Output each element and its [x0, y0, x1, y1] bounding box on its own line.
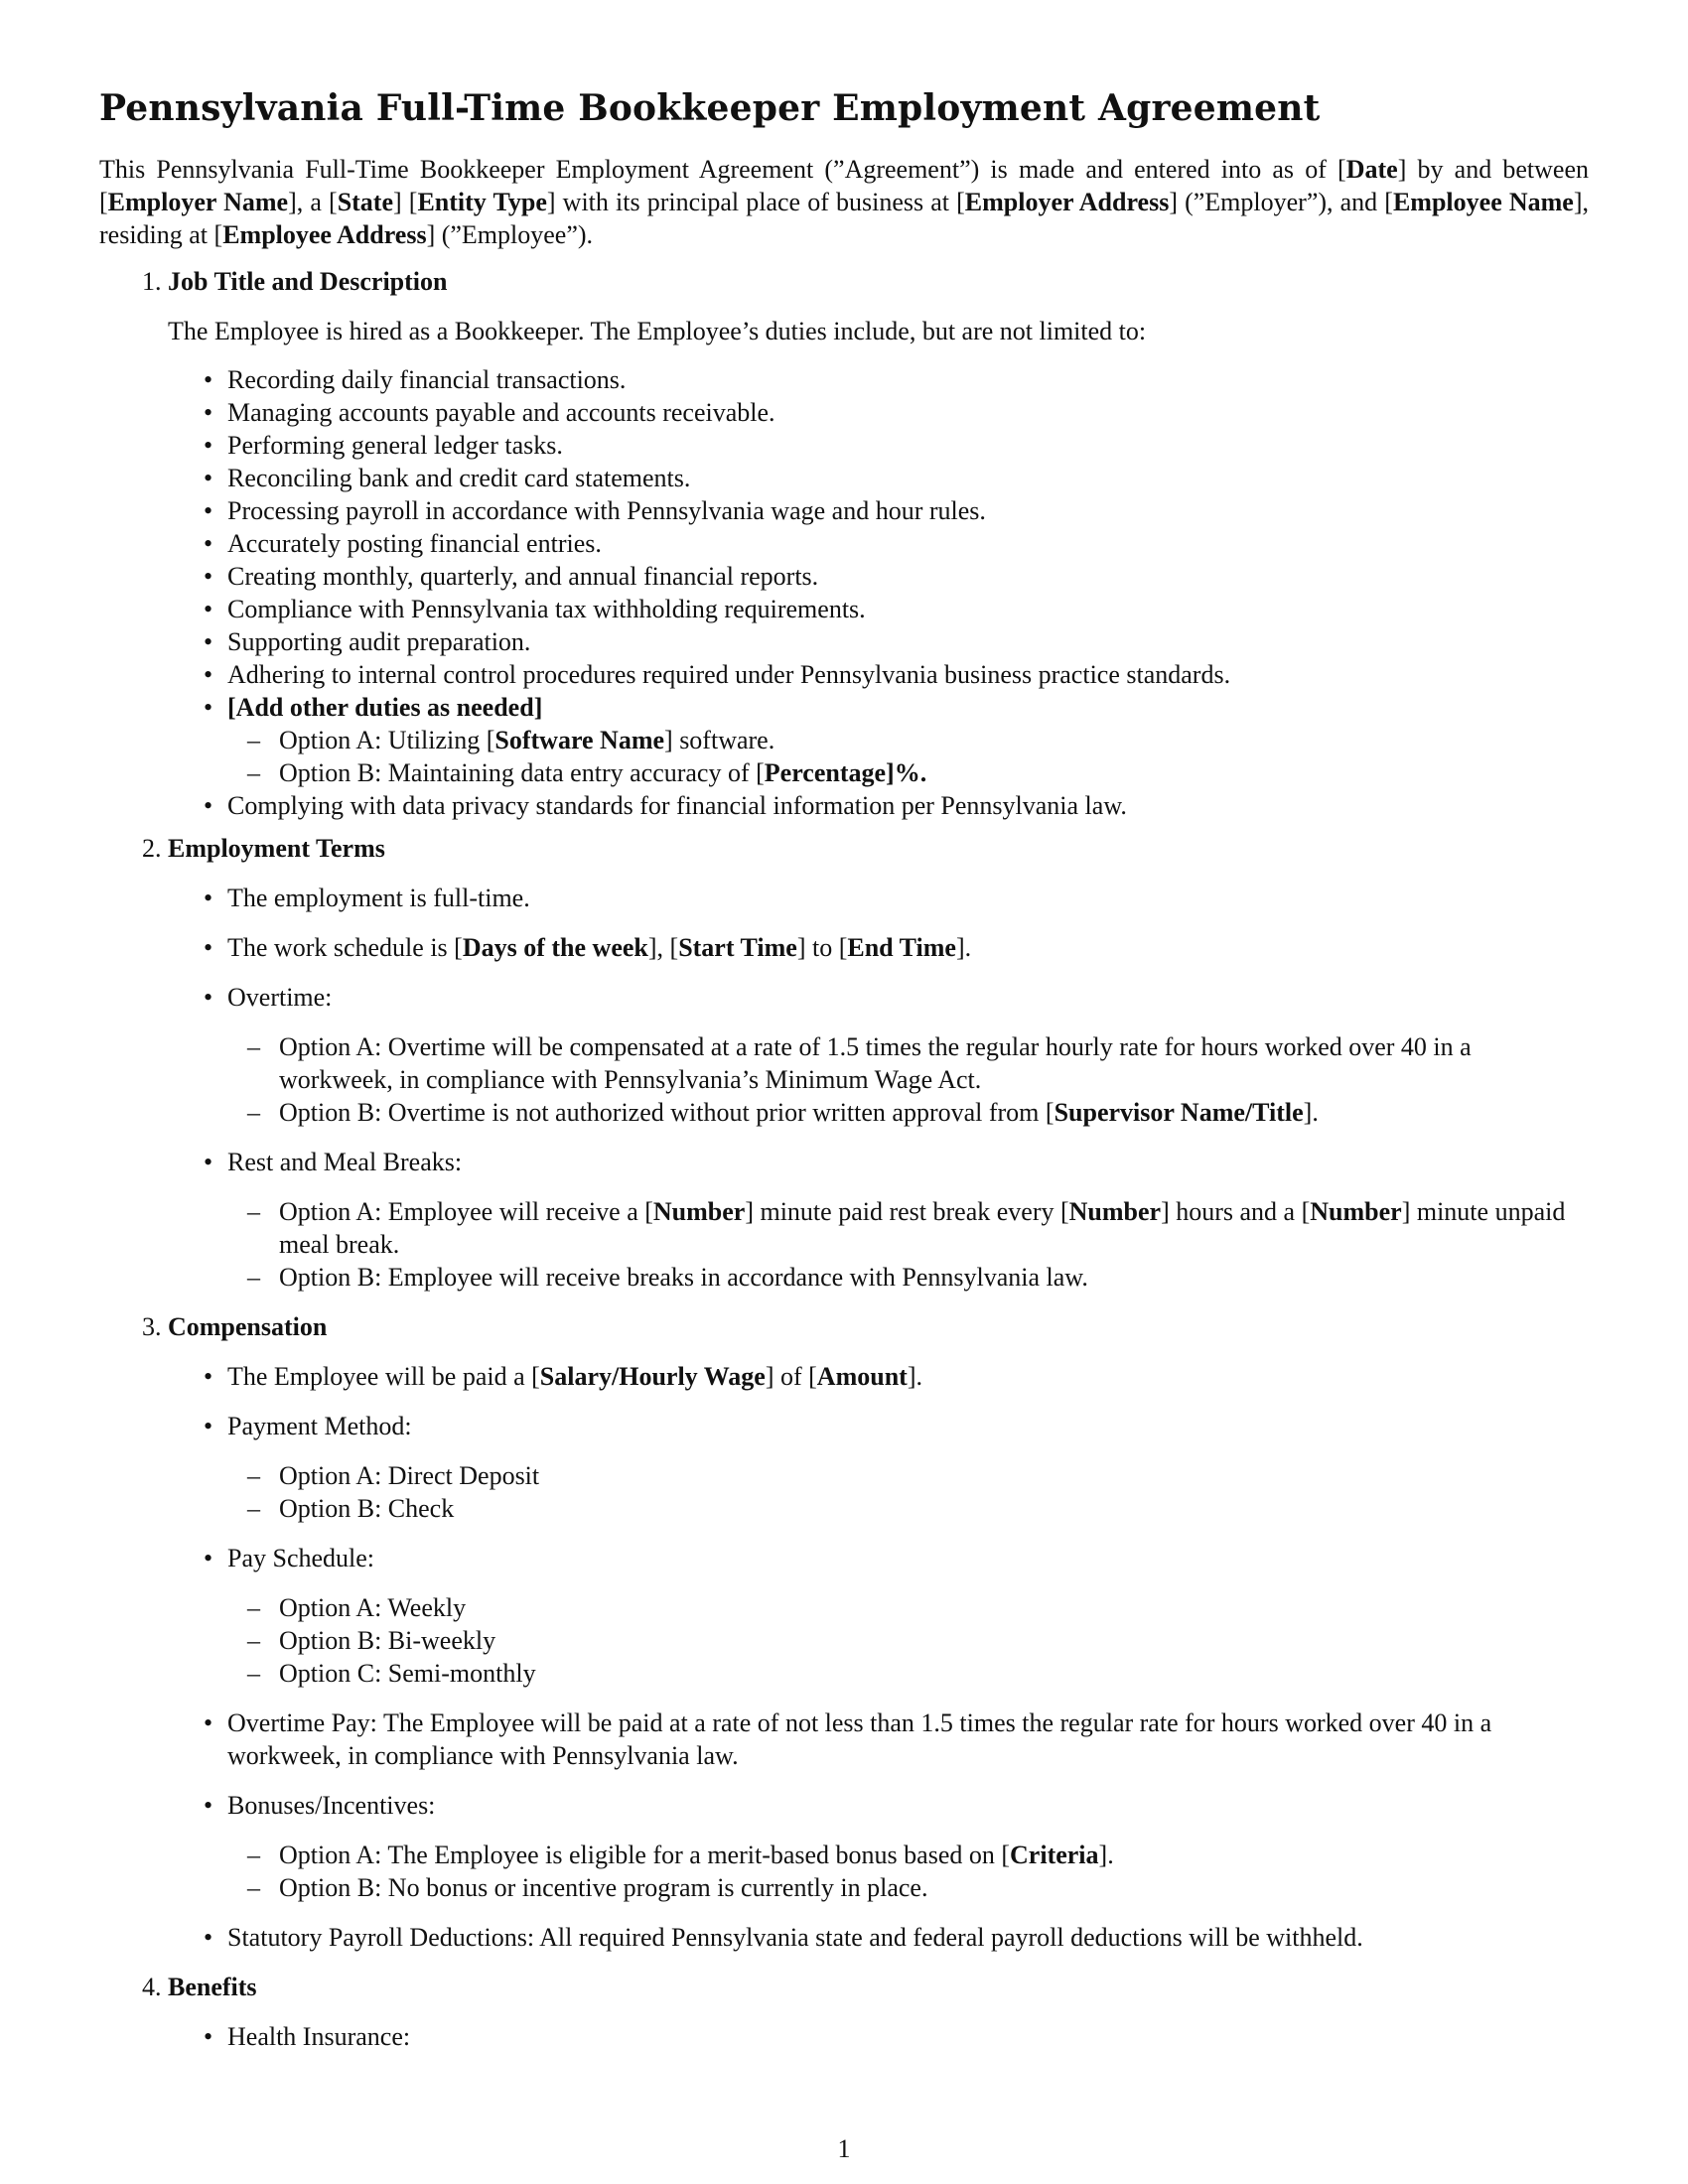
placeholder-end-time: End Time: [847, 933, 956, 962]
sub-options: [227, 1459, 1589, 1525]
sub-options: [227, 724, 1589, 789]
option-text: Option A: Employee will receive a [: [279, 1197, 653, 1226]
intro-paragraph: [99, 153, 1589, 251]
placeholder-pay-type: Salary/Hourly Wage: [539, 1362, 766, 1391]
item-text: ], [: [647, 933, 679, 962]
list-item: • Complying with data privacy standards for financial information per Pennsylvania law.: [227, 789, 1589, 822]
placeholder-number: Number: [1068, 1197, 1162, 1226]
list-item: • Overtime Pay: The Employee will be paid at a rate of not less than 1.5 times the regular rate for hours worked over 40 in a workweek, in compliance with Pennsylvania law.: [227, 1706, 1589, 1772]
placeholder-other-duties: Add other duties as needed: [235, 693, 534, 722]
sub-item: [279, 1195, 1589, 1261]
list-item: • Supporting audit preparation.: [227, 625, 1589, 658]
intro-text: ] by and between [: [99, 155, 1589, 216]
list-item: • Accurately posting financial entries.: [227, 527, 1589, 560]
intro-text: ] [: [393, 188, 418, 216]
sub-options: [227, 1591, 1589, 1690]
item-text: ].: [955, 933, 972, 962]
sub-item: – Option A: Direct Deposit: [279, 1459, 1589, 1492]
list-item: • Reconciling bank and credit card statements.: [227, 462, 1589, 494]
sub-item: – Option C: Semi-monthly: [279, 1657, 1589, 1690]
sub-item: [279, 756, 1589, 789]
sub-item: – Option B: Employee will receive breaks in accordance with Pennsylvania law.: [279, 1261, 1589, 1294]
intro-text: ] (”Employee”).: [426, 220, 594, 249]
option-text: ] software.: [664, 726, 775, 754]
item-text: The work schedule is [: [227, 933, 463, 962]
list-item: [227, 1146, 1589, 1294]
option-text: ] minute unpaid meal break.: [279, 1197, 1566, 1259]
list-item: [227, 1542, 1589, 1690]
section-employment-terms: [168, 832, 1589, 1294]
item-label: Pay Schedule:: [227, 1544, 375, 1572]
item-text: The Employee will be paid a [: [227, 1362, 540, 1391]
list-item: • Adhering to internal control procedures required under Pennsylvania business practice standards.: [227, 658, 1589, 691]
sub-item: – Option B: Bi-weekly: [279, 1624, 1589, 1657]
section-list: [99, 265, 1589, 2053]
option-text: Option A: Utilizing [: [279, 726, 495, 754]
document-title: Pennsylvania Full-Time Bookkeeper Employment Agreement: [99, 87, 1321, 129]
list-item: • Managing accounts payable and accounts receivable.: [227, 396, 1589, 429]
sub-item: [279, 724, 1589, 756]
list-item: • [Add other duties as needed] – Option A: Utilizing [Software Name] software. – Option B: Maintaining data entry accuracy of [Percentage]%.: [227, 691, 1589, 789]
placeholder-start-time: Start Time: [678, 933, 797, 962]
item-text: ] of [: [765, 1362, 817, 1391]
list-item: [227, 981, 1589, 1129]
option-text: ].: [1303, 1098, 1319, 1127]
sub-item: [279, 1096, 1589, 1129]
option-text: ] hours and a [: [1161, 1197, 1311, 1226]
duties-list: [168, 363, 1589, 822]
sub-options: [227, 1839, 1589, 1904]
list-item: [227, 931, 1589, 964]
option-text: Option B: Maintaining data entry accuracy of [: [279, 758, 765, 787]
sub-item: – Option B: Check: [279, 1492, 1589, 1525]
item-label: Bonuses/Incentives:: [227, 1791, 436, 1820]
placeholder-employee-address: Employee Address: [222, 220, 427, 249]
option-text: ].: [1098, 1841, 1114, 1869]
option-text: Option B: Overtime is not authorized without prior written approval from [: [279, 1098, 1055, 1127]
benefits-list: [168, 2020, 1589, 2053]
item-label: Rest and Meal Breaks:: [227, 1148, 463, 1176]
section-title: 4. Benefits: [168, 1973, 257, 2001]
option-text: Option A: The Employee is eligible for a merit-based bonus based on [: [279, 1841, 1011, 1869]
list-item: • Recording daily financial transactions.: [227, 363, 1589, 396]
placeholder-employee-name: Employee Name: [1392, 188, 1574, 216]
sub-options: [227, 1030, 1589, 1129]
sub-item: [279, 1839, 1589, 1871]
placeholder-number: Number: [1310, 1197, 1402, 1226]
section-job-title: [168, 265, 1589, 822]
intro-text: ], a [: [288, 188, 338, 216]
intro-text: ], residing at [: [99, 188, 1590, 249]
list-item: • Performing general ledger tasks.: [227, 429, 1589, 462]
placeholder-criteria: Criteria: [1010, 1841, 1099, 1869]
section-title: 2. Employment Terms: [168, 834, 385, 863]
sub-item: – Option A: Weekly: [279, 1591, 1589, 1624]
section-lead: The Employee is hired as a Bookkeeper. The Employee’s duties include, but are not limited to:: [168, 317, 1147, 345]
placeholder-amount: Amount: [816, 1362, 908, 1391]
list-item: • Statutory Payroll Deductions: All required Pennsylvania state and federal payroll deductions will be withheld.: [227, 1921, 1589, 1954]
intro-text: This Pennsylvania Full-Time Bookkeeper Employment Agreement (”Agreement”) is made and entered into as of [: [99, 155, 1346, 184]
section-title: 1. Job Title and Description: [168, 267, 448, 296]
list-item: • Creating monthly, quarterly, and annual financial reports.: [227, 560, 1589, 593]
option-text: ] minute paid rest break every [: [745, 1197, 1069, 1226]
list-item: • Health Insurance:: [227, 2020, 1589, 2053]
section-title: 3. Compensation: [168, 1312, 328, 1341]
section-benefits: [168, 1971, 1589, 2053]
list-item: • Compliance with Pennsylvania tax withholding requirements.: [227, 593, 1589, 625]
placeholder-supervisor: Supervisor Name/Title: [1054, 1098, 1304, 1127]
sub-options: [227, 1195, 1589, 1294]
placeholder-employer-name: Employer Name: [107, 188, 289, 216]
list-item: [227, 1360, 1589, 1393]
item-label: Overtime:: [227, 983, 333, 1012]
intro-text: ] with its principal place of business at [: [546, 188, 965, 216]
list-item: [227, 1789, 1589, 1904]
intro-text: ] (”Employer”), and [: [1169, 188, 1393, 216]
document-page: [99, 87, 1589, 2063]
item-label: Payment Method:: [227, 1412, 412, 1440]
placeholder-number: Number: [652, 1197, 746, 1226]
placeholder-days: Days of the week: [462, 933, 648, 962]
item-text: ] to [: [796, 933, 848, 962]
list-item: • Processing payroll in accordance with Pennsylvania wage and hour rules.: [227, 494, 1589, 527]
section-compensation: [168, 1310, 1589, 1954]
placeholder-percentage: Percentage: [764, 758, 887, 787]
placeholder-employer-address: Employer Address: [964, 188, 1170, 216]
item-text: ].: [907, 1362, 922, 1391]
placeholder-state: State: [337, 188, 394, 216]
option-text: ]%.: [886, 758, 927, 787]
placeholder-date: Date: [1345, 155, 1398, 184]
sub-item: – Option A: Overtime will be compensated at a rate of 1.5 times the regular hourly rate for hours worked over 40 in a workweek, in compliance with Pennsylvania’s Minimum Wage Act.: [279, 1030, 1589, 1096]
sub-item: – Option B: No bonus or incentive program is currently in place.: [279, 1871, 1589, 1904]
placeholder-software-name: Software Name: [494, 726, 665, 754]
compensation-list: [168, 1360, 1589, 1954]
page-number: 1: [837, 2134, 851, 2163]
list-item: • The employment is full-time.: [227, 882, 1589, 914]
terms-list: [168, 882, 1589, 1294]
list-item: [227, 1410, 1589, 1525]
placeholder-entity-type: Entity Type: [417, 188, 547, 216]
